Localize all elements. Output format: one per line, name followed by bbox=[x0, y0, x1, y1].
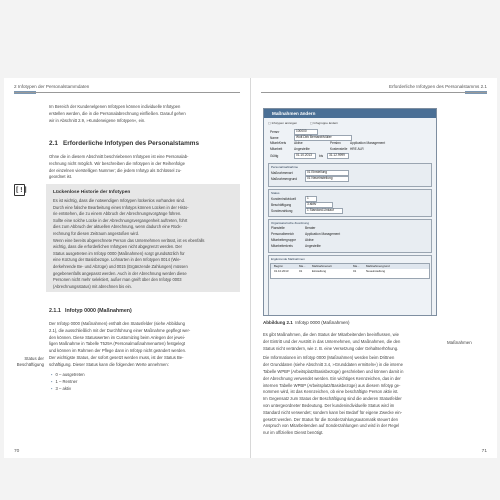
column-header: Ma... bbox=[299, 264, 306, 268]
left-page bbox=[4, 78, 250, 458]
group-organisation bbox=[268, 219, 432, 253]
field-label: Personalbereich bbox=[271, 232, 295, 236]
table-row[interactable] bbox=[271, 269, 429, 274]
table-cell: 01 bbox=[299, 269, 303, 273]
note-line: Status ausgetreten im Infotyp 0000 (Maßnahmen) sorgt grundsätzlich für bbox=[53, 250, 185, 256]
note-line: Durch eine falsche Bearbeitung eines Infotyps können Lücken in der Histo- bbox=[53, 204, 189, 210]
right-running-head bbox=[389, 84, 487, 94]
note-line: gegebenenfalls angepasst werden. Auch in der Abrechnung werden diese bbox=[53, 270, 187, 276]
note-line: rechnung für diesen Zeitraum angestoßen wird. bbox=[53, 230, 140, 236]
list-item: ▪ 3 – aktiv bbox=[51, 386, 85, 393]
field-label: Planstelle bbox=[271, 226, 285, 230]
note-line: Es ist wichtig, dass die notwendigen Infotypen lückenlos vorhanden sind. bbox=[53, 198, 185, 203]
text-line: erstellen werden, die in die Personalabrechnung einfließen. Darauf gehen bbox=[49, 110, 186, 116]
caption-text: Infotyp 0000 (Maßnahmen) bbox=[295, 320, 350, 325]
text-line: Standard nicht verwendet; sondern kann bei Bedarf für eigene Zwecke ein- bbox=[263, 409, 402, 415]
header-row bbox=[270, 153, 349, 158]
text-line: der Eintritt und der Austritt in das Unternehmen, und Maßnahmen, die den bbox=[263, 338, 401, 344]
text-line: der Grunddaten (siehe Abschnitt 3.4, »Grunddaten ermitteln«) in die interne bbox=[263, 362, 403, 368]
status-bullet-list bbox=[51, 372, 85, 392]
intro-paragraph bbox=[49, 104, 239, 124]
note-title: Lückenlose Historie der Infotypen bbox=[53, 190, 131, 195]
field-value: Angestellte bbox=[305, 244, 321, 248]
margin-note-line: Beschäftigung bbox=[16, 361, 44, 367]
margin-note-massnahmen: Maßnahmen bbox=[447, 340, 472, 345]
text-line: Status nicht verändern, wie z. B. eine Versetzung oder Gehaltserhöhung. bbox=[263, 345, 399, 351]
field-label: Mitarbeiterkreis bbox=[271, 244, 293, 248]
field-label: Maßnahmenart bbox=[271, 170, 293, 175]
header-row bbox=[270, 129, 318, 134]
field-label: Beschäftigung bbox=[271, 202, 292, 207]
group-row bbox=[271, 196, 317, 201]
toolbar-label: Infotypen anzeigen bbox=[271, 121, 298, 125]
figure-caption bbox=[263, 320, 350, 325]
field-value[interactable]: 01 Neueinstellung bbox=[305, 176, 349, 182]
section-heading bbox=[49, 140, 199, 147]
group-row bbox=[271, 176, 349, 181]
text-line: Tabelle WPBP (Arbeitsplatz/Basisbezüge) geschrieben und können damit in bbox=[263, 368, 404, 374]
note-line: Wenn eine bereits abgerechnete Person das Unternehmen verlässt, ist es ebenfalls bbox=[53, 237, 205, 243]
list-item: ▪ 0 – ausgetreten bbox=[51, 372, 85, 379]
group-row bbox=[271, 226, 315, 231]
right-running-head-text: Erforderliche Infotypen des Personalstamms 2.1 bbox=[388, 84, 487, 89]
table-cell: 01 bbox=[353, 269, 357, 273]
toolbar-item: ▢ Infotypen anzeigen bbox=[268, 121, 298, 125]
text-line: rechnung nicht möglich. Wir beschreiben die Infotypen in der Reihenfolge bbox=[49, 160, 185, 166]
field-label: Mitarbeitergruppe bbox=[271, 238, 296, 242]
field-value: Aktive bbox=[305, 238, 314, 242]
right-page bbox=[250, 78, 497, 458]
table-cell: Einstellung bbox=[312, 269, 327, 273]
note-line: Sollte eine solche Lücke in der Abrechnungsvergangenheit auftreten, führt bbox=[53, 217, 188, 223]
note-box bbox=[46, 184, 240, 292]
margin-note-status bbox=[10, 356, 44, 367]
screenshot-toolbar bbox=[268, 120, 432, 126]
page-number-left: 70 bbox=[14, 449, 20, 454]
actions-table bbox=[270, 263, 430, 279]
header-row bbox=[270, 141, 385, 146]
page-number-right: 71 bbox=[481, 449, 487, 454]
text-line: Im Bereich der Kundenelgenen Infotypen können individuelle Infotypen bbox=[49, 104, 181, 109]
text-line: und können im Rahmen der Pflege dann in Infotyp nicht geändert werden. bbox=[49, 348, 187, 354]
field-value[interactable]: 01.10.2013 bbox=[294, 153, 316, 159]
group-status bbox=[268, 189, 432, 217]
group-title: Ergänzende Maßnahmen bbox=[271, 256, 305, 261]
text-line: Anspruch von Mitarbeitenden auf Sonderzahlungen und wird in der Regel bbox=[263, 423, 400, 429]
list-item: ▪ 1 – Rentner bbox=[51, 379, 85, 386]
header-row bbox=[270, 135, 352, 140]
subsection-number: 2.1.1 bbox=[49, 308, 61, 314]
caption-label: Abbildung 2.1 bbox=[263, 320, 293, 325]
note-line: Personen nicht mehr selektiert, außer man greift über den Infotyp 0003 bbox=[53, 277, 182, 283]
note-line: rie entstehen, die zu einem Abbruch der Abrechnungsvorgänge führen. bbox=[53, 211, 182, 217]
toolbar-item: ▢ Infogruppe ändern bbox=[309, 121, 339, 125]
header-row bbox=[270, 147, 364, 152]
group-personalmassnahme bbox=[268, 163, 432, 187]
group-title: Status bbox=[271, 190, 280, 195]
field-value: 100000 bbox=[294, 129, 318, 135]
text-line: ligen Maßnahme in Tabelle T529A (Personalmaßnahmenarten) festgelegt bbox=[49, 341, 186, 347]
field-value: Application Management bbox=[305, 232, 341, 236]
group-row bbox=[271, 232, 340, 237]
field-value[interactable]: 31.12.9999 bbox=[327, 153, 349, 159]
sap-screenshot bbox=[263, 108, 437, 316]
note-text bbox=[53, 198, 233, 290]
section-number: 2.1 bbox=[49, 140, 58, 147]
text-line: Die Informationen im Infotyp 0000 (Maßnahmen) werden beim Drittnen bbox=[263, 355, 395, 361]
note-line: derkehrende Be- und Abzüge) und 0015 (Ergänzende Zahlungen) müssen bbox=[53, 263, 188, 269]
field-label: Sonderzahlung bbox=[271, 208, 293, 213]
text-line: nommen wird, ist das Kennzeichen, ob eine beschäftigte Person aktiv ist. bbox=[263, 389, 399, 395]
table-cell: 01.10.2013 bbox=[274, 269, 289, 273]
text-line: wir in Abschnitt 2.9, »Kundeneigene Infotypen«, ein. bbox=[49, 117, 146, 123]
column-header: Maßnahmengrund bbox=[366, 264, 390, 268]
running-head-rule bbox=[14, 92, 240, 93]
field-label: Maßnahmengrund bbox=[271, 176, 298, 181]
text-line: schäftigung. Dieser Status kann die folgenden Werte annehmen: bbox=[49, 361, 169, 367]
text-line: nur im offiziellen Dienst benötigt. bbox=[263, 430, 324, 436]
important-marker-icon: [!] bbox=[15, 186, 28, 194]
text-line: geordnet ist. bbox=[49, 174, 73, 180]
group-row bbox=[271, 244, 321, 249]
screenshot-title: Maßnahmen ändern bbox=[264, 109, 436, 118]
group-row bbox=[271, 170, 349, 175]
section-title: Erforderliche Infotypen des Personalstamms bbox=[63, 140, 200, 147]
toolbar-label: Infogruppe ändern bbox=[313, 121, 339, 125]
group-title: Personalmaßnahme bbox=[271, 164, 299, 169]
field-label: Mitarbeit bbox=[270, 147, 283, 151]
subsection-paragraph bbox=[49, 321, 239, 369]
column-header: Maßnahmenart bbox=[312, 264, 332, 268]
text-line: Der wichtigste Status, der sofort gesetzt werden muss, ist der Status Be- bbox=[49, 354, 184, 360]
text-line: der Abrechnung verwendet werden. Ein wichtiges Kennzeichen, das in der bbox=[263, 375, 401, 381]
field-label: Kundenindividuell bbox=[271, 196, 296, 201]
field-label: bis bbox=[319, 153, 324, 158]
note-line: (Abrechnungsstatus) mit abrechnen bis ein. bbox=[53, 283, 132, 289]
text-line: internen Tabelle WPBP (Arbeitsplatz/Basisbezüge) aus diesem Infotyp ge- bbox=[263, 382, 401, 388]
right-body-text bbox=[263, 332, 433, 437]
text-line: 2.1), die ausschließlich mit der Durchführung einer Maßnahme gepflegt wer- bbox=[49, 327, 191, 333]
text-line: der einzelnen vierstelligen Nummer; die jedem Infotyp als Schlüssel zu- bbox=[49, 167, 182, 173]
text-line: den können. Diese Statuswerten im Customizing beim Anlegen der jewei- bbox=[49, 334, 186, 340]
field-value: HRE ALR bbox=[350, 147, 364, 151]
field-value: Wolf-Dirk Bernardt/Müller bbox=[294, 135, 352, 141]
text-line: Es gibt Maßnahmen, die den Status der Mitarbeitenden beeinflussen, wie bbox=[263, 332, 399, 337]
group-row bbox=[271, 202, 333, 207]
field-value: Berater bbox=[305, 226, 316, 230]
field-value: Angestellte bbox=[294, 147, 310, 151]
note-line: eine Kürzung der Basisbezüge. Lohnarten in den Infotypen 0014 (Wie- bbox=[53, 257, 181, 263]
subsection-title: Infotyp 0000 (Maßnahmen) bbox=[65, 308, 132, 314]
table-cell: Neueinstellung bbox=[366, 269, 386, 273]
left-running-head-text: 2 Infotypen der Personalstammdaten bbox=[14, 84, 90, 89]
note-line: wichtig, dass die erforderlichen Infotypen nicht abgegrenzt werden. Der bbox=[53, 244, 183, 250]
column-header: Beginn bbox=[274, 264, 284, 268]
text-line: Ohne die in diesem Abschnitt beschriebenen Infotypen ist eine Personalab- bbox=[49, 154, 189, 159]
subsection-heading bbox=[49, 308, 132, 314]
group-row bbox=[271, 238, 314, 243]
text-line: Der Infotyp 0000 (Maßnahmen) enthält den Statusfelder (siehe Abbildung bbox=[49, 321, 185, 326]
text-line: gesetzt werden. Der Status für die Sonderzahlungsautomatik steuert den bbox=[263, 416, 399, 422]
note-line: dies zum Abbruch der aktuellen Abrechnung, wenn dadurch eine Rück- bbox=[53, 224, 182, 230]
field-value[interactable]: 1 bbox=[305, 196, 317, 202]
field-label: Name bbox=[270, 135, 279, 140]
field-value[interactable]: 3 aktiv bbox=[305, 202, 333, 208]
field-label: Persbrc bbox=[330, 141, 341, 145]
field-label: MitarbKreis bbox=[270, 141, 287, 145]
field-label: Kostenstelle bbox=[330, 147, 348, 151]
text-line: Im Gegensatz zum Status der Beschäftigung sind die anderen Statusfelder bbox=[263, 396, 402, 402]
field-label: Gültig bbox=[270, 153, 279, 158]
field-label: Persnr bbox=[270, 129, 280, 134]
field-value[interactable]: 01 Einstellung bbox=[305, 170, 349, 176]
group-row bbox=[271, 208, 343, 213]
field-value[interactable]: 1 Standard-Unkauf bbox=[305, 208, 343, 214]
left-running-head bbox=[14, 84, 89, 94]
text-line: von untergeordneter Bedeutung. Der kundenindividuelle Status wird im bbox=[263, 402, 395, 408]
section-paragraph bbox=[49, 154, 239, 181]
running-head-rule bbox=[261, 92, 487, 93]
field-value: Aktive bbox=[294, 141, 303, 145]
field-value: Application Management bbox=[350, 141, 386, 145]
column-header: Ma... bbox=[353, 264, 360, 268]
group-title: Organisatorische Zuordnung bbox=[271, 220, 310, 225]
margin-note-line: Status der bbox=[24, 356, 44, 361]
